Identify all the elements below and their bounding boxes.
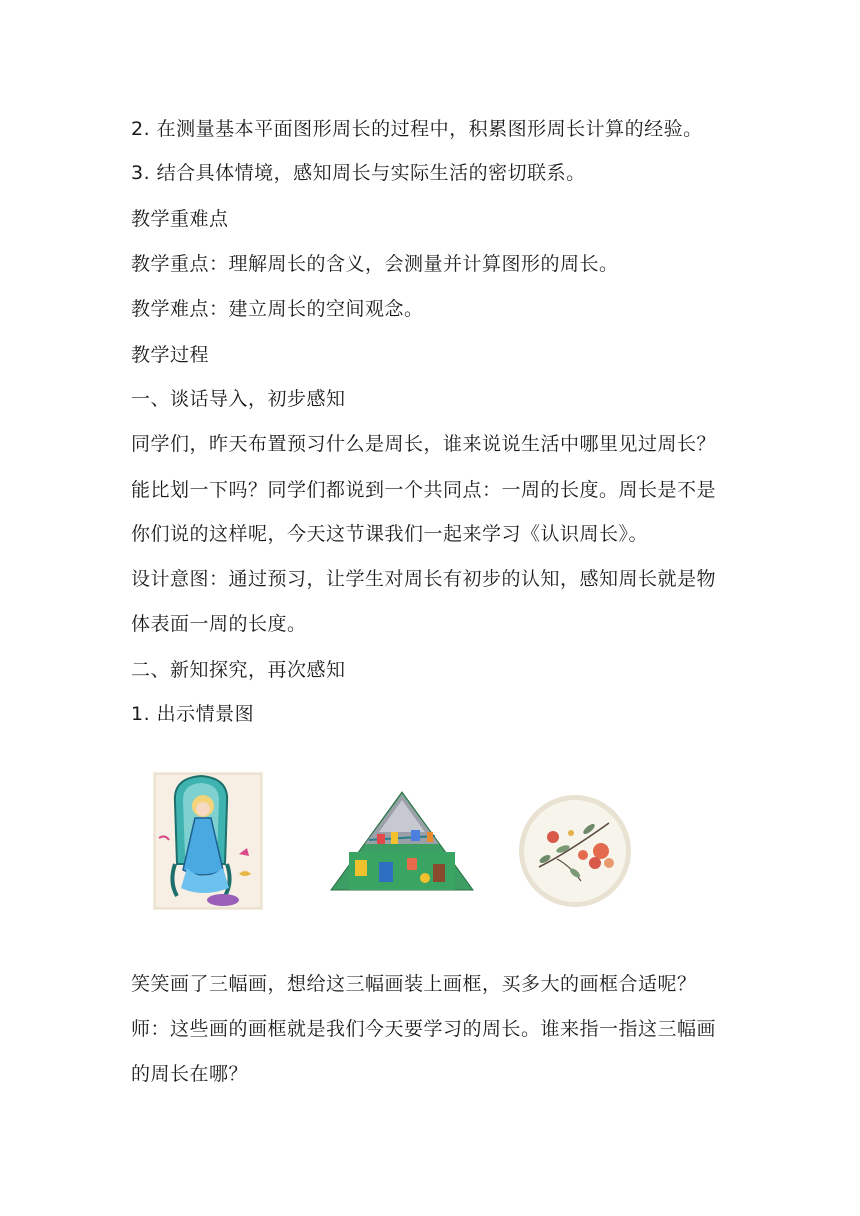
paragraph-line: 同学们，昨天布置预习什么是周长，谁来说说生活中哪里见过周长？ (131, 433, 717, 455)
design-intent-line: 设计意图：通过预习，让学生对周长有初步的认知，感知周长就是物 (131, 568, 717, 590)
circle-painting-image (517, 793, 633, 909)
paragraph-line: 笑笑画了三幅画，想给这三幅画装上画框，买多大的画框合适呢？ (131, 973, 697, 995)
section-2-heading: 二、新知探究，再次感知 (131, 659, 346, 681)
objective-2: 2. 在测量基本平面图形周长的过程中，积累图形周长计算的经验。 (131, 118, 703, 140)
triangle-painting-image (329, 790, 475, 892)
key-point: 教学重点：理解周长的含义，会测量并计算图形的周长。 (131, 253, 619, 275)
portrait-painting-image (153, 772, 263, 910)
paragraph-line: 能比划一下吗？同学们都说到一个共同点：一周的长度。周长是不是 (131, 479, 717, 501)
section-1-heading: 一、谈话导入，初步感知 (131, 388, 346, 410)
objective-3: 3. 结合具体情境，感知周长与实际生活的密切联系。 (131, 162, 586, 184)
paragraph-line: 你们说的这样呢，今天这节课我们一起来学习《认识周长》。 (131, 523, 649, 545)
heading-process: 教学过程 (131, 344, 210, 366)
teacher-line: 师：这些画的画框就是我们今天要学习的周长。谁来指一指这三幅画 (131, 1018, 717, 1040)
design-intent-line: 体表面一周的长度。 (131, 613, 307, 635)
teacher-line: 的周长在哪？ (131, 1063, 249, 1085)
difficult-point: 教学难点：建立周长的空间观念。 (131, 298, 424, 320)
heading-key-points: 教学重难点 (131, 208, 229, 230)
step-1-heading: 1. 出示情景图 (131, 703, 255, 725)
